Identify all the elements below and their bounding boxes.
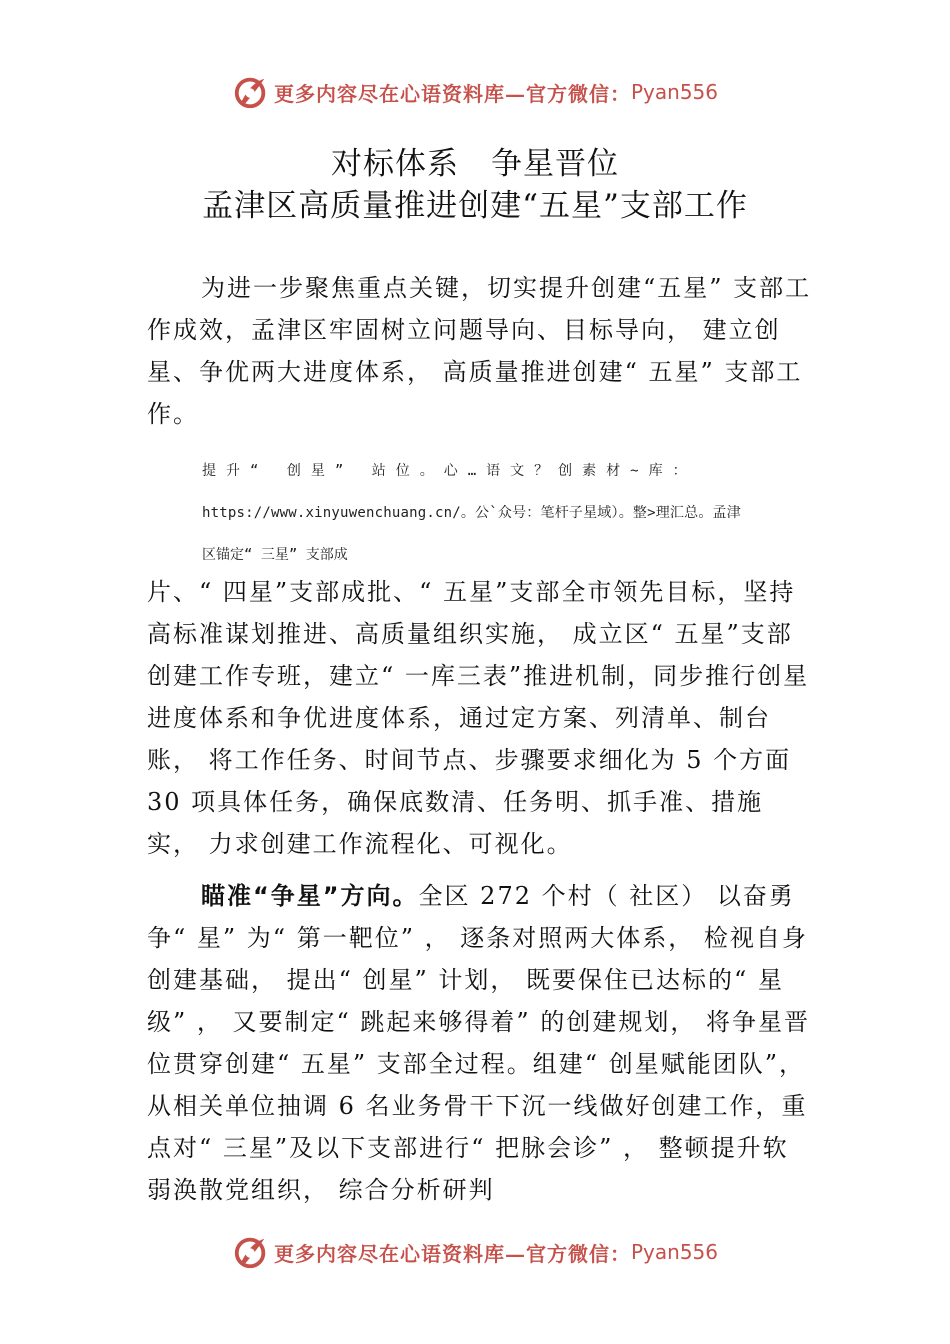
header-banner — [0, 72, 950, 112]
title-line-1: 对标体系 争星晋位 — [331, 146, 619, 182]
banner-text: 更多内容尽在心语资料库—官方微信： — [273, 81, 631, 106]
note-line-2: https://www.xinyuwenchuang.cn/。公`众号：笔杆子星域）。整>理汇总。孟津 — [202, 505, 741, 521]
section-paragraph — [147, 875, 812, 1211]
wechat-id: Pyan556 — [630, 1240, 718, 1264]
wechat-id: Pyan556 — [630, 80, 718, 104]
banner-text: 更多内容尽在心语资料库—官方微信： — [273, 1241, 631, 1266]
ink-brush-logo-icon — [232, 1233, 270, 1271]
ink-brush-logo-icon — [232, 73, 270, 111]
note-line-3: 区锚定“ 三星” 支部成 — [202, 547, 348, 563]
section-heading: 瞄准“争星”方向。 — [201, 882, 419, 910]
footer-banner — [0, 1232, 950, 1272]
note-line-1: 提升“ 创星” 站位。心…语文？创素材~库： — [202, 463, 697, 479]
continuation-paragraph: 片、“ 四星”支部成批、“ 五星”支部全市领先目标，坚持高标准谋划推进、高质量组织实施， 成立区“ 五星”支部创建工作专班，建立“ 一库三表”推进机制，同步推行创星进度体系和争优进度体系，通过定方案、列清单、制台账， 将工作任务、时间节点、步骤要求细化为 5 个方面 30 项具体任务，确保底数清、任务明、抓手准、措施实， 力求创建工作流程化、可视化。 — [147, 578, 810, 858]
section-body: 全区 272 个村（ 社区） 以奋勇争“ 星” 为“ 第一靶位” ， 逐条对照两大体系， 检视自身创建基础， 提出“ 创星” 计划， 既要保住已达标的“ 星级” ， 又要制定“ 跳起来够得着” 的创建规划， 将争星晋位贯穿创建“ 五星” 支部全过程。组建“ 创星赋能团队”，从相关单位抽调 6 名业务骨干下沉一线做好创建工作，重点对“ 三星”及以下支部进行“ 把脉会诊” ， 整顿提升软弱涣散党组织， 综合分析研判 — [147, 882, 810, 1204]
title-line-2: 孟津区高质量推进创建“五星”支部工作 — [202, 188, 748, 224]
intro-paragraph: 为进一步聚焦重点关键，切实提升创建“五星” 支部工作成效，孟津区牢固树立问题导向、目标导向， 建立创星、争优两大进度体系， 高质量推进创建“ 五星” 支部工作。 — [147, 274, 812, 428]
